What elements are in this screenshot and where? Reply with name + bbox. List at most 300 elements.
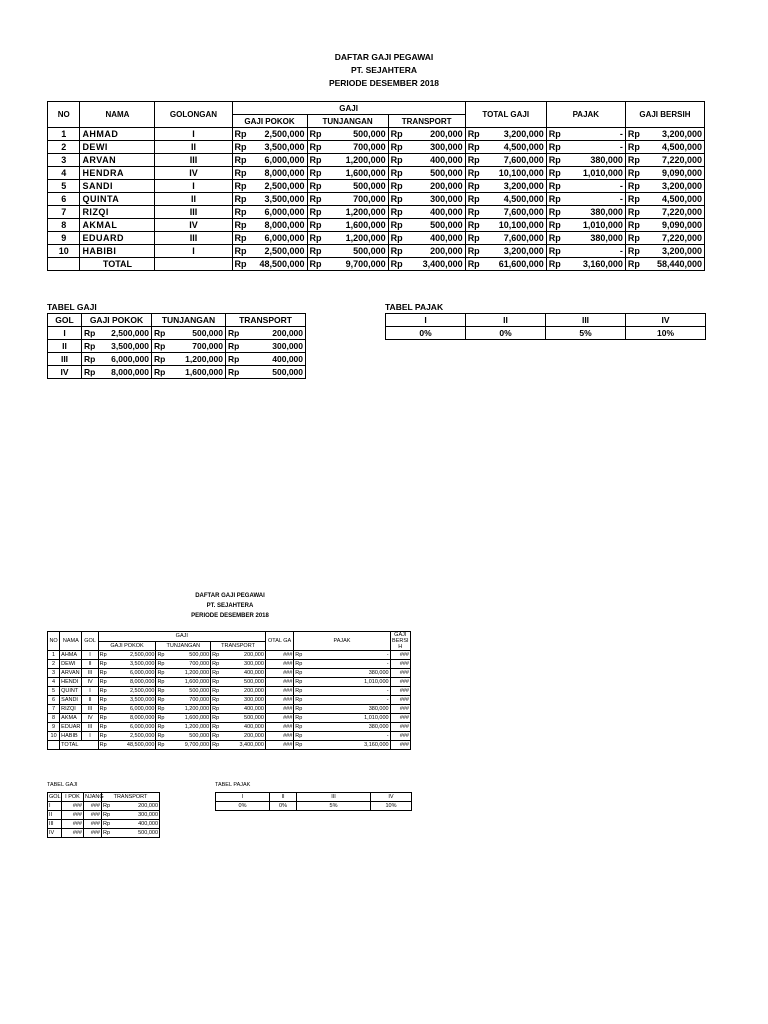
tp-header-gol: II — [466, 314, 546, 327]
cell-pajak: - — [563, 141, 626, 154]
cell-currency: Rp — [625, 180, 641, 193]
mini-cell-trans: 200,000 — [220, 687, 266, 696]
mini-total-pajak: 3,160,000 — [303, 741, 390, 750]
tg-cell-pokok: 3,500,000 — [98, 340, 152, 353]
mini-tabel-gaji — [47, 792, 160, 838]
cell-total-gaji: 10,100,000 — [481, 219, 546, 232]
cell-gaji-pokok: 2,500,000 — [248, 245, 307, 258]
cell-currency: Rp — [388, 141, 404, 154]
tp-header-gol: IV — [626, 314, 706, 327]
mtg-cell-trans: 400,000 — [112, 820, 160, 829]
table-row — [48, 180, 705, 193]
mini-cell-total: ### — [265, 678, 293, 687]
cell-currency: Rp — [232, 128, 248, 141]
cell-currency: Rp — [388, 232, 404, 245]
cell-transport: 500,000 — [404, 167, 465, 180]
cell-golongan: I — [155, 128, 232, 141]
mini-cell-trans: 400,000 — [220, 705, 266, 714]
cell-currency: Rp — [625, 232, 641, 245]
cell-currency: Rp — [307, 245, 323, 258]
mini-cell-total: ### — [265, 669, 293, 678]
mini-cell-nama: SANDI — [60, 696, 82, 705]
cell-no: 6 — [48, 193, 80, 206]
mini-header-nama: NAMA — [60, 632, 82, 651]
total-currency: Rp — [465, 258, 481, 271]
mini-table-row — [48, 705, 411, 714]
total-currency: Rp — [546, 258, 562, 271]
tabel-gaji-row — [48, 327, 306, 340]
mini-title-2: PT. SEJAHTERA — [206, 603, 254, 609]
mini-tabel-gaji-row — [48, 829, 160, 838]
tabel-gaji-row — [48, 353, 306, 366]
header-tunjangan: TUNJANGAN — [307, 115, 388, 128]
mini-table-row — [48, 723, 411, 732]
mini-cell-tunj: 700,000 — [165, 660, 211, 669]
tg-cell-gol: II — [48, 340, 82, 353]
header-golongan: GOLONGAN — [155, 102, 232, 128]
mini-cell-trans: 200,000 — [220, 732, 266, 741]
mini-cell-gol: I — [82, 651, 98, 660]
mini-cell-gol: II — [82, 696, 98, 705]
cell-currency: Rp — [465, 232, 481, 245]
mini-cell-pokok: 2,500,000 — [107, 687, 156, 696]
mini-cell-tunj: 1,200,000 — [165, 669, 211, 678]
cell-tunjangan: 700,000 — [323, 193, 388, 206]
cell-gaji-bersih: 3,200,000 — [642, 128, 705, 141]
cell-tunjangan: 1,200,000 — [323, 154, 388, 167]
mini-tabel-pajak — [215, 792, 412, 811]
cell-transport: 500,000 — [404, 219, 465, 232]
mini-cell-pokok: 8,000,000 — [107, 678, 156, 687]
total-label: TOTAL — [80, 258, 155, 271]
cell-pajak: - — [563, 193, 626, 206]
mini-total-row — [48, 741, 411, 750]
mini-cell-currency: Rp — [295, 733, 303, 739]
mini-cell-currency: Rp — [212, 697, 220, 703]
mini-cell-pokok: 3,500,000 — [107, 696, 156, 705]
cell-currency: Rp — [465, 128, 481, 141]
cell-gaji-bersih: 7,220,000 — [642, 206, 705, 219]
table-row — [48, 193, 705, 206]
mini-cell-tunj: 1,200,000 — [165, 705, 211, 714]
mini-table-row — [48, 714, 411, 723]
cell-golongan: I — [155, 245, 232, 258]
mtg-header-gol: GOL — [49, 794, 61, 800]
cell-currency: Rp — [388, 180, 404, 193]
mtg-cell-pokok: ### — [62, 811, 84, 820]
cell-transport: 400,000 — [404, 232, 465, 245]
mini-cell-currency: Rp — [99, 688, 107, 694]
tg-cell-currency: Rp — [226, 366, 242, 379]
mini-total-trans: 3,400,000 — [220, 741, 266, 750]
mini-cell-bersih: ### — [390, 732, 410, 741]
tg-cell-currency: Rp — [226, 327, 242, 340]
mini-cell-total: ### — [265, 651, 293, 660]
header-total-gaji: TOTAL GAJI — [465, 102, 546, 128]
table-row — [48, 128, 705, 141]
cell-total-gaji: 7,600,000 — [481, 232, 546, 245]
cell-gaji-pokok: 8,000,000 — [248, 219, 307, 232]
cell-currency: Rp — [465, 193, 481, 206]
tabel-gaji-caption: TABEL GAJI — [47, 302, 97, 312]
mini-tabel-gaji-row — [48, 820, 160, 829]
mini-cell-pokok: 6,000,000 — [107, 669, 156, 678]
mini-cell-gol: III — [82, 705, 98, 714]
cell-no: 5 — [48, 180, 80, 193]
mini-cell-currency: Rp — [212, 688, 220, 694]
mini-cell-trans: 300,000 — [220, 660, 266, 669]
cell-currency: Rp — [465, 206, 481, 219]
mini-cell-currency: Rp — [212, 679, 220, 685]
mini-tabel-gaji-caption: TABEL GAJI — [47, 782, 78, 788]
mini-cell-pajak: - — [303, 687, 390, 696]
mini-cell-pokok: 2,500,000 — [107, 732, 156, 741]
mtg-cell-gol: II — [48, 811, 62, 820]
tg-header-tunj: TUNJANGAN — [152, 314, 226, 327]
mini-cell-currency: Rp — [157, 715, 165, 721]
cell-tunjangan: 500,000 — [323, 245, 388, 258]
cell-total-gaji: 7,600,000 — [481, 206, 546, 219]
mini-total-currency: Rp — [212, 742, 220, 748]
mini-title-3: PERIODE DESEMBER 2018 — [191, 613, 269, 619]
total-pajak: 3,160,000 — [563, 258, 626, 271]
cell-gaji-pokok: 6,000,000 — [248, 154, 307, 167]
mini-cell-currency: Rp — [295, 697, 303, 703]
cell-currency: Rp — [388, 193, 404, 206]
mini-table-row — [48, 669, 411, 678]
mini-header-gaji: GAJI — [98, 632, 265, 642]
mini-cell-nama: DEWI — [60, 660, 82, 669]
mini-cell-currency: Rp — [295, 652, 303, 658]
cell-gaji-bersih: 4,500,000 — [642, 193, 705, 206]
cell-nama: RIZQI — [80, 206, 155, 219]
tg-header-pokok: GAJI POKOK — [82, 314, 152, 327]
mtg-cell-currency: Rp — [103, 821, 111, 827]
payroll-table — [47, 101, 705, 271]
mini-total-currency: Rp — [157, 742, 165, 748]
header-gaji: GAJI — [232, 102, 465, 115]
cell-currency: Rp — [546, 232, 562, 245]
mini-cell-pokok: 6,000,000 — [107, 705, 156, 714]
cell-currency: Rp — [546, 219, 562, 232]
mini-cell-no: 9 — [48, 723, 60, 732]
mtp-header-gol: III — [297, 793, 371, 802]
mini-cell-currency: Rp — [212, 715, 220, 721]
cell-golongan: IV — [155, 167, 232, 180]
total-currency: Rp — [307, 258, 323, 271]
mini-cell-gol: III — [82, 723, 98, 732]
mini-cell-currency: Rp — [212, 670, 220, 676]
mtg-cell-pokok: ### — [62, 829, 84, 838]
cell-tunjangan: 500,000 — [323, 180, 388, 193]
mini-cell-total: ### — [265, 705, 293, 714]
mini-cell-currency: Rp — [99, 706, 107, 712]
cell-total-gaji: 4,500,000 — [481, 141, 546, 154]
cell-gaji-pokok: 2,500,000 — [248, 180, 307, 193]
header-pajak: PAJAK — [546, 102, 625, 128]
table-row — [48, 167, 705, 180]
mtg-cell-gol: I — [48, 802, 62, 811]
mini-cell-currency: Rp — [295, 688, 303, 694]
mini-cell-no: 7 — [48, 705, 60, 714]
tg-cell-gol: I — [48, 327, 82, 340]
mini-table-row — [48, 687, 411, 696]
mini-tabel-pajak-caption: TABEL PAJAK — [215, 782, 251, 788]
mtg-header-pokok: I POK — [62, 793, 84, 802]
cell-no: 9 — [48, 232, 80, 245]
cell-gaji-pokok: 2,500,000 — [248, 128, 307, 141]
cell-golongan: II — [155, 141, 232, 154]
cell-pajak: 1,010,000 — [563, 167, 626, 180]
mini-cell-nama: HENDI — [60, 678, 82, 687]
cell-currency: Rp — [625, 193, 641, 206]
cell-no: 7 — [48, 206, 80, 219]
tabel-pajak-caption: TABEL PAJAK — [385, 302, 444, 312]
mini-cell-currency: Rp — [157, 661, 165, 667]
cell-transport: 300,000 — [404, 193, 465, 206]
mtg-cell-currency: Rp — [103, 812, 111, 818]
mini-cell-nama: AHMA — [60, 651, 82, 660]
cell-currency: Rp — [232, 206, 248, 219]
mini-header-bersih: GAJI BERSI H — [392, 632, 409, 650]
cell-no: 3 — [48, 154, 80, 167]
mini-table-row — [48, 678, 411, 687]
mini-cell-bersih: ### — [390, 714, 410, 723]
mini-cell-pajak: 1,010,000 — [303, 714, 390, 723]
mini-cell-pokok: 2,500,000 — [107, 651, 156, 660]
cell-no: 1 — [48, 128, 80, 141]
cell-tunjangan: 1,600,000 — [323, 167, 388, 180]
cell-currency: Rp — [232, 232, 248, 245]
mini-cell-bersih: ### — [390, 660, 410, 669]
mini-header-total: OTAL GA — [265, 632, 293, 651]
cell-gaji-bersih: 3,200,000 — [642, 245, 705, 258]
mini-cell-tunj: 500,000 — [165, 651, 211, 660]
cell-currency: Rp — [625, 141, 641, 154]
tg-cell-trans: 500,000 — [242, 366, 306, 379]
cell-currency: Rp — [307, 193, 323, 206]
tabel-gaji — [47, 313, 306, 379]
cell-nama: DEWI — [80, 141, 155, 154]
mtp-header-gol: IV — [371, 793, 412, 802]
table-row — [48, 141, 705, 154]
cell-currency: Rp — [232, 154, 248, 167]
cell-no: 10 — [48, 245, 80, 258]
cell-nama: EDUARD — [80, 232, 155, 245]
mini-cell-total: ### — [265, 687, 293, 696]
header-nama: NAMA — [80, 102, 155, 128]
tg-cell-currency: Rp — [226, 353, 242, 366]
cell-currency: Rp — [546, 193, 562, 206]
mini-cell-gol: II — [82, 660, 98, 669]
cell-tunjangan: 500,000 — [323, 128, 388, 141]
cell-no: 4 — [48, 167, 80, 180]
tg-cell-currency: Rp — [82, 366, 98, 379]
cell-nama: AHMAD — [80, 128, 155, 141]
cell-currency: Rp — [232, 167, 248, 180]
mini-table-row — [48, 660, 411, 669]
report-title: DAFTAR GAJI PEGAWAI — [334, 52, 434, 62]
mtp-cell-rate: 5% — [297, 802, 371, 811]
mini-cell-currency: Rp — [212, 706, 220, 712]
tp-header-gol: I — [386, 314, 466, 327]
mini-cell-currency: Rp — [157, 733, 165, 739]
mini-cell-currency: Rp — [99, 697, 107, 703]
mtg-cell-pokok: ### — [62, 820, 84, 829]
tp-cell-rate: 5% — [546, 327, 626, 340]
cell-no: 2 — [48, 141, 80, 154]
total-currency: Rp — [625, 258, 641, 271]
cell-gaji-pokok: 3,500,000 — [248, 141, 307, 154]
mini-cell-currency: Rp — [295, 715, 303, 721]
header-no: NO — [48, 102, 80, 128]
tg-cell-currency: Rp — [82, 327, 98, 340]
mini-cell-currency: Rp — [295, 679, 303, 685]
mtg-cell-currency: Rp — [103, 830, 111, 836]
cell-currency: Rp — [388, 128, 404, 141]
tg-cell-tunj: 1,200,000 — [168, 353, 226, 366]
mini-cell-no: 4 — [48, 678, 60, 687]
cell-currency: Rp — [307, 141, 323, 154]
cell-pajak: - — [563, 245, 626, 258]
cell-currency: Rp — [307, 219, 323, 232]
mini-cell-currency: Rp — [157, 706, 165, 712]
total-gol-cell — [155, 258, 232, 271]
mini-cell-trans: 400,000 — [220, 723, 266, 732]
mini-cell-total: ### — [265, 696, 293, 705]
cell-currency: Rp — [388, 206, 404, 219]
mini-cell-currency: Rp — [212, 733, 220, 739]
mini-cell-gol: III — [82, 669, 98, 678]
mini-cell-currency: Rp — [99, 661, 107, 667]
mtg-cell-tunj: ### — [84, 802, 102, 811]
tg-cell-pokok: 2,500,000 — [98, 327, 152, 340]
cell-gaji-bersih: 4,500,000 — [642, 141, 705, 154]
cell-pajak: 380,000 — [563, 232, 626, 245]
mini-total-total: ### — [265, 741, 293, 750]
mini-cell-nama: ARVAN — [60, 669, 82, 678]
mini-cell-trans: 500,000 — [220, 714, 266, 723]
mini-tabel-gaji-row — [48, 802, 160, 811]
mtg-cell-gol: IV — [48, 829, 62, 838]
cell-currency: Rp — [465, 245, 481, 258]
mini-cell-trans: 400,000 — [220, 669, 266, 678]
table-row — [48, 206, 705, 219]
mtg-cell-gol: III — [48, 820, 62, 829]
tg-cell-tunj: 500,000 — [168, 327, 226, 340]
cell-pajak: 380,000 — [563, 154, 626, 167]
cell-currency: Rp — [546, 141, 562, 154]
mini-cell-pajak: - — [303, 660, 390, 669]
cell-currency: Rp — [465, 180, 481, 193]
cell-no: 8 — [48, 219, 80, 232]
mini-cell-nama: AKMA — [60, 714, 82, 723]
cell-nama: ARVAN — [80, 154, 155, 167]
mini-cell-bersih: ### — [390, 696, 410, 705]
mini-cell-tunj: 500,000 — [165, 732, 211, 741]
total-tunjangan: 9,700,000 — [323, 258, 388, 271]
mini-cell-currency: Rp — [295, 670, 303, 676]
mtg-cell-trans: 200,000 — [112, 802, 160, 811]
cell-gaji-bersih: 9,090,000 — [642, 167, 705, 180]
mini-cell-currency: Rp — [157, 724, 165, 730]
tg-cell-trans: 200,000 — [242, 327, 306, 340]
mini-cell-tunj: 1,200,000 — [165, 723, 211, 732]
mini-cell-currency: Rp — [295, 706, 303, 712]
cell-gaji-pokok: 6,000,000 — [248, 232, 307, 245]
company-name: PT. SEJAHTERA — [350, 65, 418, 75]
mini-total-currency: Rp — [99, 742, 107, 748]
cell-gaji-pokok: 8,000,000 — [248, 167, 307, 180]
total-no-cell — [48, 258, 80, 271]
mini-total-pokok: 48,500,000 — [107, 741, 156, 750]
cell-pajak: 380,000 — [563, 206, 626, 219]
cell-tunjangan: 1,600,000 — [323, 219, 388, 232]
mini-table-row — [48, 696, 411, 705]
mini-total-bersih: ### — [390, 741, 410, 750]
mini-cell-pajak: 380,000 — [303, 723, 390, 732]
mini-cell-pajak: 380,000 — [303, 705, 390, 714]
mini-header-pajak: PAJAK — [294, 632, 390, 651]
tg-cell-tunj: 1,600,000 — [168, 366, 226, 379]
total-currency: Rp — [232, 258, 248, 271]
mini-cell-pajak: - — [303, 651, 390, 660]
mini-total-label: TOTAL — [60, 741, 99, 750]
mtg-cell-tunj: ### — [84, 829, 102, 838]
mini-cell-currency: Rp — [157, 652, 165, 658]
tg-cell-trans: 400,000 — [242, 353, 306, 366]
mini-cell-trans: 200,000 — [220, 651, 266, 660]
cell-currency: Rp — [232, 141, 248, 154]
cell-currency: Rp — [307, 180, 323, 193]
mini-header-pokok: GAJI POKOK — [98, 641, 156, 651]
mini-cell-pokok: 8,000,000 — [107, 714, 156, 723]
mini-cell-currency: Rp — [99, 715, 107, 721]
mini-header-no: NO — [48, 632, 60, 651]
cell-currency: Rp — [546, 128, 562, 141]
mini-table-row — [48, 651, 411, 660]
mini-total-no — [48, 741, 60, 750]
cell-golongan: III — [155, 232, 232, 245]
mini-cell-currency: Rp — [99, 652, 107, 658]
mtg-cell-trans: 500,000 — [112, 829, 160, 838]
table-row — [48, 245, 705, 258]
total-gaji-bersih: 58,440,000 — [642, 258, 705, 271]
mini-cell-currency: Rp — [99, 679, 107, 685]
total-total-gaji: 61,600,000 — [481, 258, 546, 271]
tg-cell-gol: III — [48, 353, 82, 366]
cell-total-gaji: 3,200,000 — [481, 245, 546, 258]
mini-cell-no: 5 — [48, 687, 60, 696]
cell-gaji-bersih: 9,090,000 — [642, 219, 705, 232]
cell-currency: Rp — [546, 154, 562, 167]
cell-total-gaji: 3,200,000 — [481, 128, 546, 141]
tabel-gaji-row — [48, 366, 306, 379]
mini-cell-pajak: - — [303, 696, 390, 705]
header-gaji-pokok: GAJI POKOK — [232, 115, 307, 128]
cell-currency: Rp — [307, 167, 323, 180]
cell-currency: Rp — [307, 232, 323, 245]
mini-cell-total: ### — [265, 732, 293, 741]
tg-cell-trans: 300,000 — [242, 340, 306, 353]
cell-nama: SANDI — [80, 180, 155, 193]
header-transport: TRANSPORT — [388, 115, 465, 128]
mini-cell-currency: Rp — [99, 724, 107, 730]
mini-cell-currency: Rp — [212, 661, 220, 667]
mini-cell-no: 3 — [48, 669, 60, 678]
total-row — [48, 258, 705, 271]
cell-currency: Rp — [232, 180, 248, 193]
